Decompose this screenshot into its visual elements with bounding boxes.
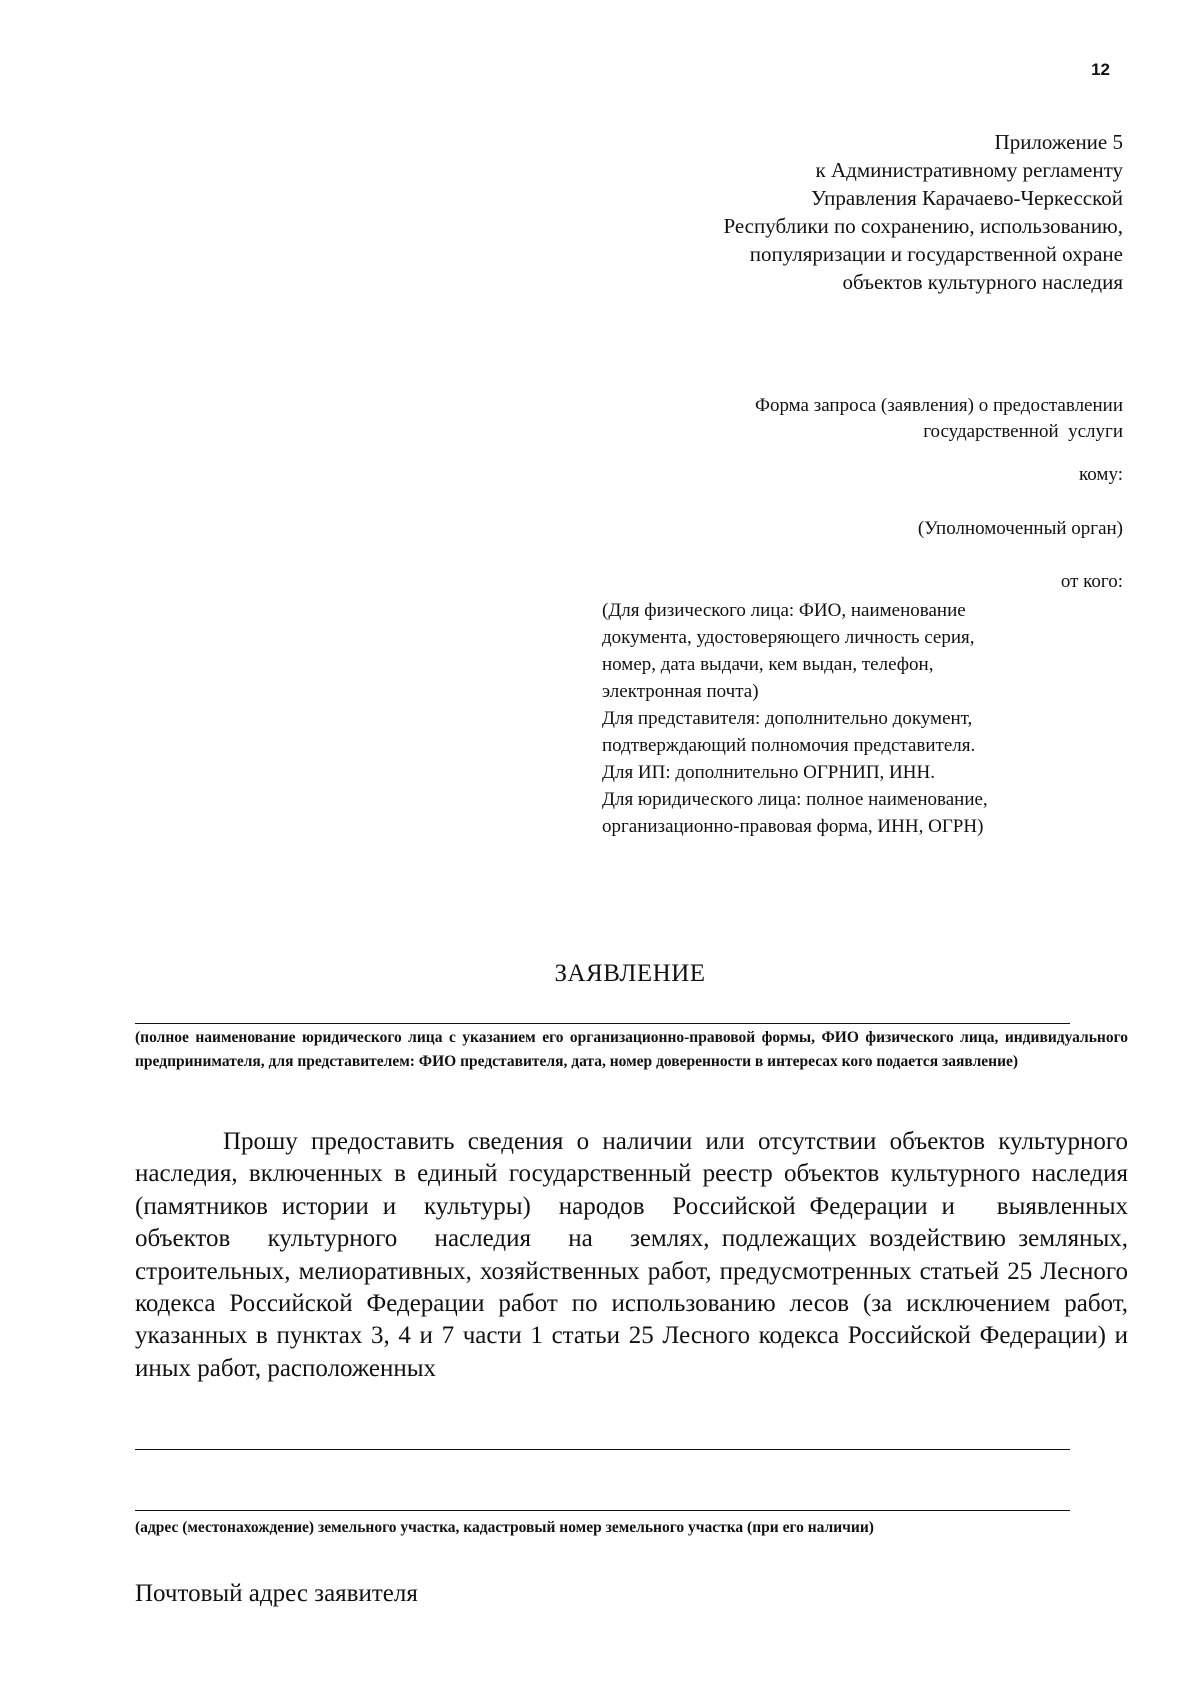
applicant-info-line: организационно-правовая форма, ИНН, ОГРН) bbox=[602, 816, 984, 837]
annex-header bbox=[423, 128, 1123, 296]
recipient-label: кому: bbox=[1079, 464, 1123, 485]
authorized-body-label: (Уполномоченный орган) bbox=[917, 518, 1123, 539]
applicant-info-block bbox=[602, 597, 1132, 840]
applicant-info-line: документа, удостоверяющего личность серия, bbox=[602, 627, 975, 648]
applicant-info-line: электронная почта) bbox=[602, 681, 759, 702]
statement-title: ЗАЯВЛЕНИЕ bbox=[554, 960, 706, 987]
annex-line: Приложение 5 bbox=[994, 130, 1123, 154]
applicant-info-line: Для юридического лица: полное наименование, bbox=[602, 789, 988, 810]
applicant-name-line bbox=[135, 1023, 1070, 1024]
applicant-info-line: номер, дата выдачи, кем выдан, телефон, bbox=[602, 654, 934, 675]
address-line-2 bbox=[135, 1510, 1070, 1511]
annex-line: Республики по сохранению, использованию, bbox=[723, 214, 1123, 238]
applicant-info-line: Для ИП: дополнительно ОГРНИП, ИНН. bbox=[602, 762, 935, 783]
applicant-info-line: подтверждающий полномочия представителя. bbox=[602, 735, 976, 756]
address-note: (адрес (местонахождение) земельного участка, кадастровый номер земельного участка (при его наличии) bbox=[135, 1519, 874, 1536]
form-title-line: государственной услуги bbox=[923, 421, 1123, 442]
applicant-name-note: (полное наименование юридического лица с указанием его организационно-правовой формы, ФИО физического лица, индивидуального предпринимателя, для представителем: ФИО представителя, дата, номер доверенности в интересах кого подается заявление) bbox=[135, 1029, 1128, 1070]
page-number: 12 bbox=[1091, 60, 1110, 79]
sender-label: от кого: bbox=[1060, 571, 1123, 592]
form-title-line: Форма запроса (заявления) о предоставлении bbox=[754, 395, 1123, 416]
annex-line: к Административному регламенту bbox=[815, 158, 1123, 182]
form-title bbox=[423, 393, 1123, 445]
request-text: Прошу предоставить сведения о наличии или отсутствии объектов культурного наследия, включенных в единый государственный реестр объектов культурного наследия (памятников истории и культуры) народов Российской Федерации и выявленных объектов культурного наследия на землях, подлежащих воздействию земляных, строительных, мелиоративных, хозяйственных работ, предусмотренных статьей 25 Лесного кодекса Российской Федерации работ по использованию лесов (за исключением работ, указанных в пунктах 3, 4 и 7 части 1 статьи 25 Лесного кодекса Российской Федерации) и иных работ, расположенных bbox=[135, 1128, 1147, 1382]
annex-line: популяризации и государственной охране bbox=[749, 242, 1123, 266]
annex-line: объектов культурного наследия bbox=[842, 270, 1123, 294]
address-line-1 bbox=[135, 1449, 1070, 1450]
postal-address-label: Почтовый адрес заявителя bbox=[135, 1580, 418, 1607]
applicant-info-line: (Для физического лица: ФИО, наименование bbox=[602, 600, 966, 621]
applicant-info-line: Для представителя: дополнительно документ, bbox=[602, 708, 973, 729]
annex-line: Управления Карачаево-Черкесской bbox=[811, 186, 1123, 210]
